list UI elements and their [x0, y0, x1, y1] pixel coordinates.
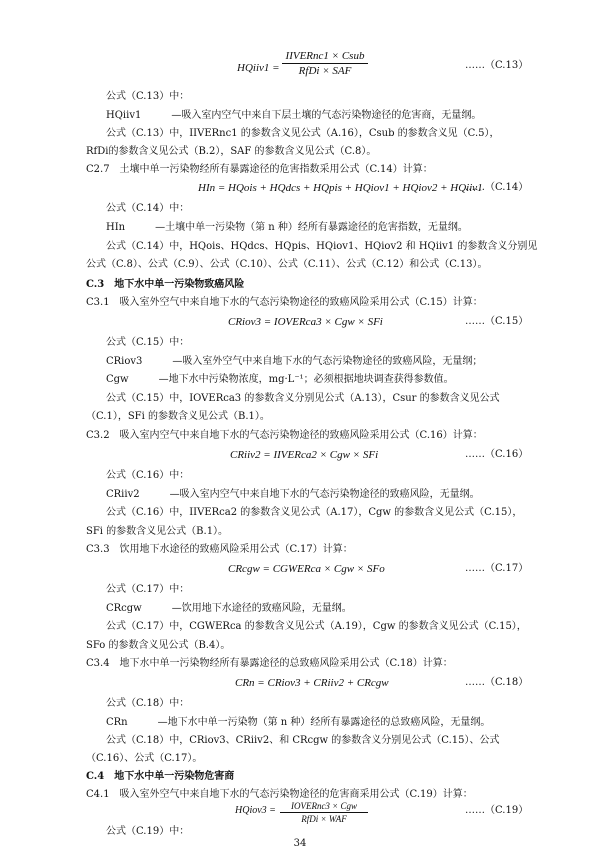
- section-heading: C.4 地下水中单一污染物危害商: [86, 771, 235, 782]
- formula-c13-lhs: HQiiv1 =: [237, 62, 280, 74]
- text-line: 公式（C.14）中，HQois、HQdcs、HQpis、HQiov1、HQiov2 和 HQiiv1 的参数含义分别见: [106, 241, 538, 252]
- text-line: 公式（C.14）中：: [106, 203, 190, 214]
- text-line: C3.4 地下水中单一污染物经所有暴露途径的总致癌风险采用公式（C.18）计算：: [86, 658, 453, 669]
- formula-c13-fraction: [282, 50, 368, 77]
- formula-c15: CRiov3 = IOVERca3 × Cgw × SFi: [228, 316, 383, 328]
- formula-c16: CRiiv2 = IIVERca2 × Cgw × SFi: [230, 449, 379, 461]
- text-line: C2.7 土壤中单一污染物经所有暴露途径的危害指数采用公式（C.14）计算：: [86, 164, 433, 175]
- text-line: SFi 的参数含义见公式（B.1）。: [86, 526, 229, 537]
- text-line: 公式（C.16）中：: [106, 470, 190, 481]
- text-line: C3.2 吸入室内空气中来自地下水的气态污染物途径的致癌风险采用公式（C.16）计算：: [86, 430, 483, 441]
- page-number: 34: [293, 838, 307, 849]
- eqnum-c19: ……（C.19）: [465, 805, 529, 816]
- text-line: 公式（C.16）中，IIVERca2 的参数含义见公式（A.17），Cgw 的参数含义见公式（C.15），: [106, 507, 523, 518]
- eqnum-c17: ……（C.17）: [465, 563, 529, 574]
- text-line: Cgw —地下水中污染物浓度，mg·L⁻¹；必须根据地块调查获得参数值。: [106, 374, 454, 385]
- text-line: CRcgw —饮用地下水途径的致癌风险，无量纲。: [106, 603, 352, 614]
- eqnum-c13: ……（C.13）: [465, 60, 529, 71]
- formula-c13-numerator: IIVERnc1 × Csub: [282, 50, 368, 64]
- formula-c19-numerator: IOVERnc3 × Cgw: [280, 801, 368, 813]
- text-line: HQiiv1 —吸入室内空气中来自下层土壤的气态污染物途径的危害商，无量纲。: [106, 110, 482, 121]
- formula-c18: CRn = CRiov3 + CRiiv2 + CRcgw: [235, 677, 389, 689]
- text-line: 公式（C.8）、公式（C.9）、公式（C.10）、公式（C.11）、公式（C.12）和公式（C.13）。: [86, 259, 488, 270]
- formula-c19-lhs: HQiov3 =: [235, 805, 276, 816]
- eqnum-c14: ……（C.14）: [465, 182, 529, 193]
- text-line: 公式（C.18）中，CRiov3、CRiiv2、和 CRcgw 的参数含义分别见公式（C.15）、公式: [106, 735, 500, 746]
- text-line: C3.3 饮用地下水途径的致癌风险采用公式（C.17）计算：: [86, 544, 353, 555]
- formula-c19-fraction: [280, 801, 368, 824]
- text-line: 公式（C.15）中：: [106, 337, 190, 348]
- formula-c13-denominator: RfDi × SAF: [298, 65, 352, 77]
- formula-c14: HIn = HQois + HQdcs + HQpis + HQiov1 + HQiov2 + HQiiv1: [198, 182, 483, 194]
- text-line: CRiov3 —吸入室外空气中来自地下水的气态污染物途径的致癌风险，无量纲；: [106, 356, 483, 367]
- text-line: C4.1 吸入室外空气中来自地下水的气态污染物途径的危害商采用公式（C.19）计算：: [86, 789, 473, 800]
- text-line: 公式（C.17）中，CGWERca 的参数含义见公式（A.19），Cgw 的参数含义见公式（C.15），: [106, 621, 527, 632]
- text-line: 公式（C.13）中，IIVERnc1 的参数含义见公式（A.16），Csub 的参数含义见（C.5），: [106, 128, 500, 139]
- text-line: 公式（C.18）中：: [106, 698, 190, 709]
- section-heading: C.3 地下水中单一污染物致癌风险: [86, 279, 245, 290]
- text-line: RfDi的参数含义见公式（B.2），SAF 的参数含义见公式（C.8）。: [86, 146, 377, 157]
- text-line: C3.1 吸入室外空气中来自地下水的气态污染物途径的致癌风险采用公式（C.15）计算：: [86, 297, 483, 308]
- eqnum-c15: ……（C.15）: [465, 316, 529, 327]
- formula-c19-denominator: RfDi × WAF: [301, 814, 347, 824]
- text-line: CRiiv2 —吸入室内空气中来自地下水的气态污染物途径的致癌风险，无量纲。: [106, 489, 480, 500]
- eqnum-c16: ……（C.16）: [465, 449, 529, 460]
- text-line: 公式（C.15）中，IOVERca3 的参数含义分别见公式（A.13），Csur 的参数含义见公式: [106, 393, 500, 404]
- text-line: 公式（C.17）中：: [106, 584, 190, 595]
- text-line: （C.16）、公式（C.17）。: [86, 753, 203, 764]
- text-line: 公式（C.19）中：: [106, 826, 190, 837]
- text-line: CRn —地下水中单一污染物（第 n 种）经所有暴露途径的总致癌风险，无量纲。: [106, 717, 491, 728]
- formula-c17: CRcgw = CGWERca × Cgw × SFo: [228, 563, 385, 575]
- eqnum-c18: ……（C.18）: [465, 677, 529, 688]
- text-line: （C.1），SFi 的参数含义见公式（B.1）。: [86, 411, 270, 422]
- text-line: SFo 的参数含义见公式（B.4）。: [86, 640, 231, 651]
- text-line: 公式（C.13）中：: [106, 91, 190, 102]
- text-line: HIn —土壤中单一污染物（第 n 种）经所有暴露途径的危害指数，无量纲。: [106, 222, 468, 233]
